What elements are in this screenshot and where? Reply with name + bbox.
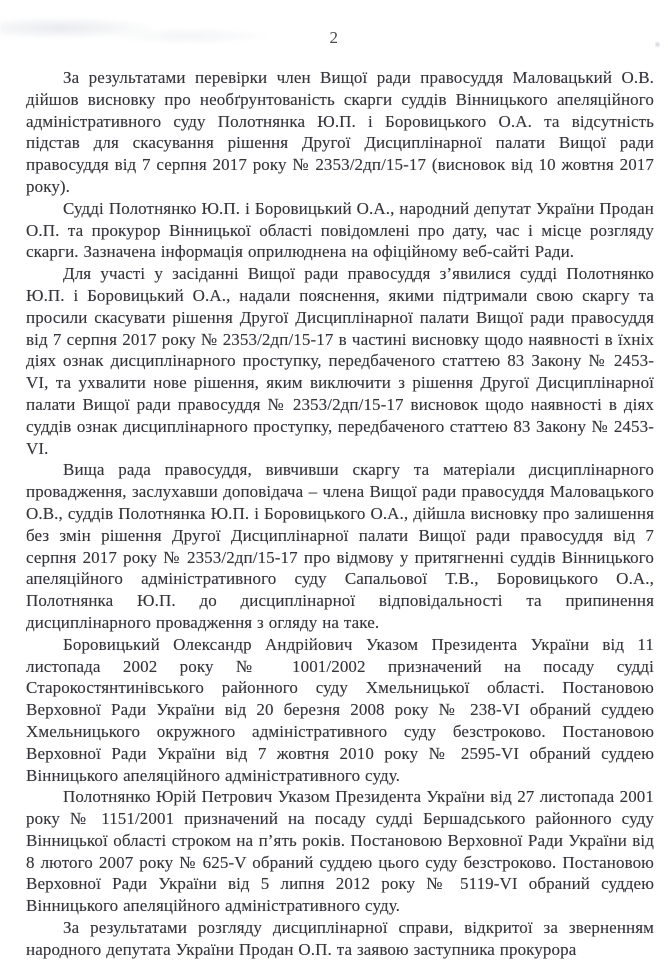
- page-number: 2: [329, 28, 339, 47]
- document-body: [26, 67, 654, 961]
- paragraph-polotnianko-bio: Полотнянко Юрій Петрович Указом Президента України від 27 листопада 2001 року № 1151/2001 призначений на посаду судді Бершадського районного суду Вінницької області строком на п’ять років. Постановою Верховної Ради України від 8 лютого 2007 року № 625-V обраний суддею цього суду безстроково. Постановою Верховної Ради України від 5 липня 2012 року № 5119-VI обраний суддею Вінницького апеляційного адміністративного суду.: [26, 787, 654, 916]
- paragraph-borovytskyi-bio: Боровицький Олександр Андрійович Указом Президента України від 11 листопада 2002 року № 1001/2002 призначений на посаду судді Старокостянтинівського районного суду Хмельницької області. Постановою Верховної Ради України від 20 березня 2008 року № 238-VI обраний суддею Хмельницького окружного адміністративного суду безстроково. Постановою Верховної Ради України від 7 жовтня 2010 року № 2595-VI обраний суддею Вінницького апеляційного адміністративного суду.: [26, 634, 654, 785]
- paragraph-hearing-participation: Для участі у засіданні Вищої ради правосуддя з’явилися судді Полотнянко Ю.П. і Боровицький О.А., надали пояснення, якими підтримали свою скаргу та просили скасувати рішення Другої Дисциплінарної палати Вищої ради правосуддя від 7 серпня 2017 року № 2353/2дп/15-17 в частині висновку щодо наявності в їхніх діях ознак дисциплінарного проступку, передбаченого статтею 83 Закону № 2453-VI, та ухвалити нове рішення, яким виключити з рішення Другої Дисциплінарної палати Вищої ради правосуддя № 2353/2дп/15-17 висновок щодо наявності в діях суддів ознак дисциплінарного проступку, передбаченого статтею 83 Закону № 2453-VI.: [26, 264, 654, 458]
- paragraph-case-results: За результатами розгляду дисциплінарної справи, відкритої за зверненням народного депутата України Продан О.П. та заявою заступника прокурора: [26, 918, 654, 959]
- paragraph-conclusion-review: За результатами перевірки член Вищої ради правосуддя Маловацький О.В. дійшов висновку про необґрунтованість скарги суддів Вінницького апеляційного адміністративного суду Полотнянка Ю.П. і Боровицького О.А. та відсутність підстав для скасування рішення Другої Дисциплінарної палати Вищої ради правосуддя від 7 серпня 2017 року № 2353/2дп/15-17 (висновок від 10 жовтня 2017 року).: [26, 68, 654, 196]
- paragraph-council-decision: Вища рада правосуддя, вивчивши скаргу та матеріали дисциплінарного провадження, заслухавши доповідача – члена Вищої ради правосуддя Маловацького О.В., суддів Полотнянка Ю.П. і Боровицького О.А., дійшла висновку про залишення без змін рішення Другої Дисциплінарної палати Вищої ради правосуддя від 7 серпня 2017 року № 2353/2дп/15-17 про відмову у притягненні суддів Вінницького апеляційного адміністративного суду Сапальової Т.В., Боровицького О.А., Полотнянка Ю.П. до дисциплінарної відповідальності та припинення дисциплінарного провадження з огляду на таке.: [26, 460, 654, 632]
- paragraph-notification: Судді Полотнянко Ю.П. і Боровицький О.А., народний депутат України Продан О.П. та прокурор Вінницької області повідомлені про дату, час і місце розгляду скарги. Зазначена інформація оприлюднена на офіційному веб-сайті Ради.: [26, 198, 654, 262]
